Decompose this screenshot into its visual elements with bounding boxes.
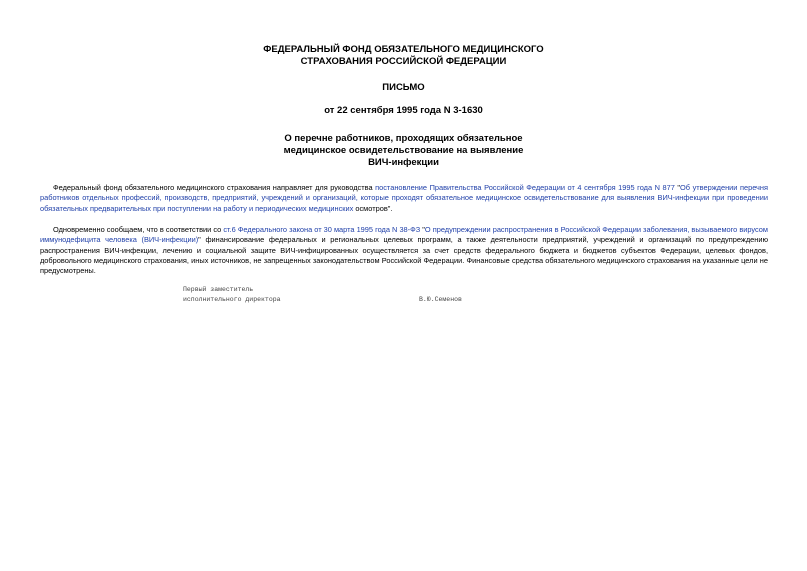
signature-block [183,285,583,304]
org-name-line-1: ФЕДЕРАЛЬНЫЙ ФОНД ОБЯЗАТЕЛЬНОГО МЕДИЦИНСКОГО [263,44,544,55]
federal-law-title-link[interactable]: О предупреждении распространения в Российской Федерации заболевания, вызываемого вирусом иммунодефицита человека (ВИЧ-инфекции) [40,225,769,245]
signatory-name: В.Ю.Семенов [419,295,462,303]
paragraph-2-text-1: Одновременно сообщаем, что в соответствии со [53,225,224,234]
document-type: ПИСЬМО [382,82,425,93]
subject-line-1: О перечне работников, проходящих обязательное [284,133,523,144]
subject-line-2: медицинское освидетельствование на выявление [283,145,524,156]
org-name-line-2: СТРАХОВАНИЯ РОССИЙСКОЙ ФЕДЕРАЦИИ [300,56,507,67]
paragraph-2-text-2: " [420,225,425,234]
signatory-title-line-1: Первый заместитель [183,286,254,293]
document-header [0,44,807,169]
paragraph-2-text-3: " финансирование федеральных и региональных целевых программ, а также деятельности предприятий, учреждений и организаций по предупреждению распространения ВИЧ-инфекции, лечению и социальной защите ВИЧ-инфицированных осуществляется за счет средств федерального бюджета и бюджетов субъектов Федерации, целевых фондов, добровольного медицинского страхования, иных источников, не запрещенных законодательством Российской Федерации. Финансовые средства обязательного медицинского страхования на указанные цели не предусмотрены. [40,235,768,276]
signatory-title-line-2: исполнительного директора [183,295,281,303]
signature-row-1 [183,285,583,295]
signature-row-2 [183,295,583,305]
federal-law-article-link[interactable]: ст.6 Федерального закона от 30 марта 1995 года N 38-ФЗ [223,225,421,234]
resolution-title-link[interactable]: Об утверждении перечня работников отдельных профессий, производств, предприятий, учреждений и организаций, которые проходят обязательное медицинское освидетельствование для выявления ВИЧ-инфекции при проведении обязательных предварительных при поступлении на работу и периодических медицинских [40,183,768,213]
paragraph-1-text-1: Федеральный фонд обязательного медицинского страхования направляет для руководства [53,183,376,192]
paragraph-2 [40,225,768,276]
paragraph-1 [40,183,768,214]
paragraph-1-text-3: осмотров". [353,203,393,213]
paragraph-1-text-2: " [674,183,681,192]
subject-line-3: ВИЧ-инфекции [368,157,439,168]
resolution-877-link[interactable]: постановление Правительства Российской Федерации от 4 сентября 1995 года N 877 [375,183,675,192]
document-date-number: от 22 сентября 1995 года N 3-1630 [324,105,483,116]
